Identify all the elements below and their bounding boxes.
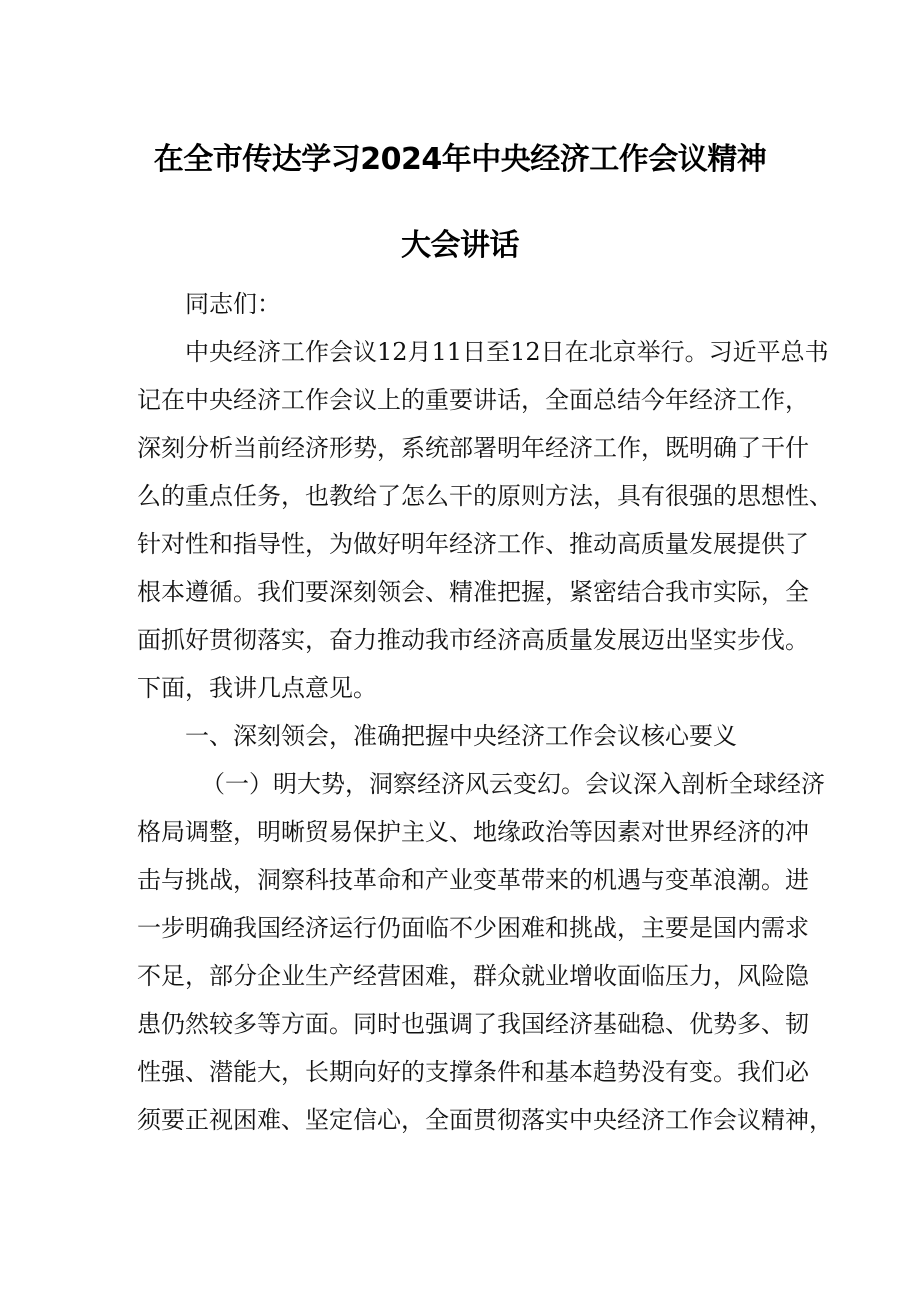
salutation: 同志们：: [185, 290, 281, 318]
paragraph-line: 患仍然较多等方面。同时也强调了我国经济基础稳、优势多、韧: [137, 1010, 809, 1038]
paragraph-1: [137, 328, 833, 712]
paragraph-line: 击与挑战，洞察科技革命和产业变革带来的机遇与变革浪潮。进: [137, 866, 809, 894]
paragraph-line: 一步明确我国经济运行仍面临不少困难和挑战，主要是国内需求: [137, 914, 809, 942]
document-title-line-2: 大会讲话: [401, 228, 519, 263]
paragraph-line: 下面，我讲几点意见。: [137, 674, 377, 702]
paragraph-line: 不足，部分企业生产经营困难，群众就业增收面临压力，风险隐: [137, 962, 809, 990]
subsection-1: [137, 760, 833, 1144]
paragraph-line: 须要正视困难、坚定信心，全面贯彻落实中央经济工作会议精神，: [137, 1106, 833, 1134]
paragraph-line: 么的重点任务，也教给了怎么干的原则方法，具有很强的思想性、: [137, 482, 833, 510]
paragraph-line: 中央经济工作会议12月11日至12日在北京举行。习近平总书: [185, 338, 829, 366]
paragraph-line: （一）明大势，洞察经济风云变幻。会议深入剖析全球经济: [201, 770, 825, 798]
paragraph-line: 面抓好贯彻落实，奋力推动我市经济高质量发展迈出坚实步伐。: [137, 626, 809, 654]
section-heading: 一、深刻领会，准确把握中央经济工作会议核心要义: [185, 722, 737, 750]
paragraph-line: 深刻分析当前经济形势，系统部署明年经济工作，既明确了干什: [137, 434, 809, 462]
paragraph-line: 格局调整，明晰贸易保护主义、地缘政治等因素对世界经济的冲: [137, 818, 809, 846]
paragraph-line: 记在中央经济工作会议上的重要讲话，全面总结今年经济工作，: [137, 386, 809, 414]
paragraph-line: 性强、潜能大，长期向好的支撑条件和基本趋势没有变。我们必: [137, 1058, 809, 1086]
document-body: [137, 280, 833, 1144]
document-title-line-1: 在全市传达学习2024年中央经济工作会议精神: [153, 142, 767, 177]
paragraph-line: 根本遵循。我们要深刻领会、精准把握，紧密结合我市实际，全: [137, 578, 809, 606]
paragraph-line: 针对性和指导性，为做好明年经济工作、推动高质量发展提供了: [137, 530, 809, 558]
